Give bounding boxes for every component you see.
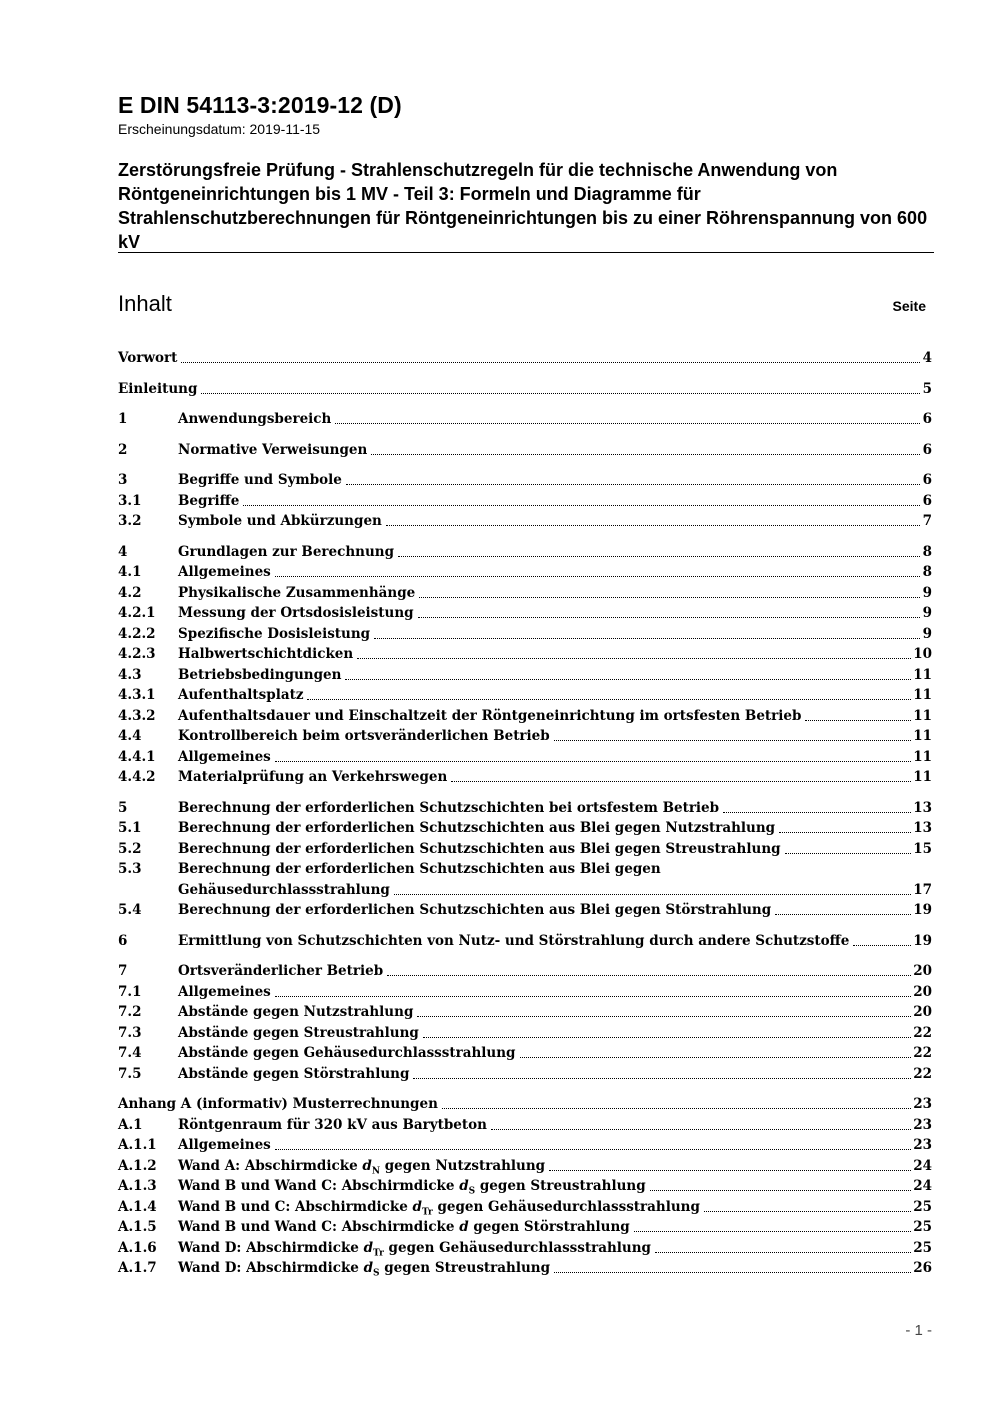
toc-entry-number: A.1.7 bbox=[118, 1260, 157, 1276]
toc-entry[interactable] bbox=[118, 1002, 932, 1023]
toc-entry-number: 4.2.2 bbox=[118, 625, 156, 642]
toc-entry-title[interactable]: Röntgenraum für 320 kV aus Barytbeton bbox=[178, 1115, 489, 1136]
toc-entry-number: 5.2 bbox=[118, 840, 142, 857]
toc-entry[interactable] bbox=[118, 931, 932, 952]
dot-leader bbox=[394, 884, 911, 895]
toc-entry[interactable] bbox=[118, 1135, 932, 1156]
toc-entry[interactable] bbox=[118, 1094, 932, 1115]
toc-entry-page: 25 bbox=[913, 1198, 932, 1215]
toc-entry-title[interactable]: Berechnung der erforderlichen Schutzschichten bei ortsfestem Betrieb bbox=[178, 798, 721, 819]
dot-leader bbox=[386, 515, 920, 526]
toc-entry-title-end: gegen Nutzstrahlung bbox=[380, 1157, 546, 1174]
dot-leader bbox=[650, 1180, 912, 1191]
toc-entry-title[interactable]: Begriffe bbox=[178, 491, 241, 512]
dot-leader bbox=[275, 1139, 911, 1150]
toc-entry-title[interactable]: Aufenthaltsplatz bbox=[178, 685, 305, 706]
toc-entry-number: 1 bbox=[118, 411, 128, 427]
toc-entry-title[interactable]: Begriffe und Symbole bbox=[178, 470, 344, 491]
toc-entry-page: 5 bbox=[922, 380, 932, 397]
toc-entry-page: 25 bbox=[913, 1219, 932, 1235]
symbol: d bbox=[363, 1239, 374, 1256]
toc-entry-title[interactable]: Allgemeines bbox=[178, 562, 273, 583]
dot-leader bbox=[704, 1201, 911, 1212]
toc-entry-page: 22 bbox=[913, 1065, 932, 1082]
dot-leader bbox=[655, 1242, 911, 1253]
toc-entry-page: 23 bbox=[913, 1137, 932, 1153]
toc-entry-title-start: Wand B und C: Abschirmdicke bbox=[178, 1198, 413, 1215]
dot-leader bbox=[554, 730, 911, 741]
dot-leader bbox=[243, 495, 920, 506]
toc-entry-page: 24 bbox=[913, 1178, 932, 1194]
dot-leader bbox=[387, 965, 911, 976]
toc-entry-title[interactable]: Halbwertschichtdicken bbox=[178, 644, 355, 665]
toc-entry-number: 4.4 bbox=[118, 728, 142, 744]
toc-entry[interactable] bbox=[118, 685, 932, 706]
dot-leader bbox=[345, 669, 911, 680]
toc-entry-number: 5.4 bbox=[118, 902, 142, 918]
dot-leader bbox=[418, 607, 920, 618]
toc-entry-title[interactable]: Ermittlung von Schutzschichten von Nutz- und Störstrahlung durch andere Schutzstoffe bbox=[178, 931, 851, 952]
toc-entry-number: 7 bbox=[118, 963, 128, 979]
document-id: E DIN 54113-3:2019-12 (D) bbox=[118, 92, 402, 118]
toc-entry-page: 4 bbox=[922, 350, 932, 366]
toc-entry[interactable] bbox=[118, 409, 932, 430]
toc-entry-title-end: gegen Störstrahlung bbox=[468, 1219, 630, 1235]
symbol: d bbox=[363, 1260, 374, 1276]
dot-leader bbox=[520, 1047, 912, 1058]
toc-entry-page: 11 bbox=[913, 707, 932, 724]
table-of-contents bbox=[118, 348, 932, 1279]
toc-entry-number: 7.1 bbox=[118, 983, 142, 1000]
symbol: d bbox=[459, 1219, 469, 1235]
toc-entry-number: 7.5 bbox=[118, 1065, 142, 1082]
toc-entry-title[interactable]: Spezifische Dosisleistung bbox=[178, 624, 372, 645]
toc-entry-title[interactable]: Abstände gegen Nutzstrahlung bbox=[178, 1002, 415, 1023]
document-title: Zerstörungsfreie Prüfung - Strahlenschutzregeln für die technische Anwendung von Röntgeneinrichtungen bis 1 MV - Teil 3: Formeln und Diagramme für Strahlenschutzberechnungen für Röntgeneinrichtungen bis zu einer Röhrenspannung von 600 kV bbox=[118, 160, 928, 252]
dot-leader bbox=[853, 935, 911, 946]
toc-entry-number: 5 bbox=[118, 799, 128, 816]
toc-entry[interactable] bbox=[118, 839, 932, 860]
toc-entry-page: 20 bbox=[913, 1004, 932, 1020]
symbol: d bbox=[459, 1178, 469, 1194]
toc-entry-title-start: Wand B und Wand C: Abschirmdicke bbox=[178, 1178, 460, 1194]
toc-entry[interactable] bbox=[118, 982, 932, 1003]
toc-entry[interactable] bbox=[118, 859, 932, 880]
toc-entry[interactable] bbox=[118, 562, 932, 583]
toc-entry-page: 9 bbox=[922, 605, 932, 621]
toc-entry[interactable] bbox=[118, 379, 932, 400]
dot-leader bbox=[374, 628, 920, 639]
toc-entry[interactable] bbox=[118, 961, 932, 982]
toc-entry-title-end: gegen Streustrahlung bbox=[475, 1178, 646, 1194]
toc-entry-number: 3.1 bbox=[118, 492, 142, 509]
toc-entry-title[interactable]: Vorwort bbox=[118, 348, 179, 369]
toc-entry[interactable] bbox=[118, 1115, 932, 1136]
dot-leader bbox=[398, 546, 920, 557]
toc-entry-number: 2 bbox=[118, 441, 128, 458]
toc-entry-title[interactable]: Abstände gegen Streustrahlung bbox=[178, 1023, 421, 1044]
dot-leader bbox=[357, 648, 911, 659]
toc-entry[interactable] bbox=[118, 726, 932, 747]
toc-entry-number: A.1.6 bbox=[118, 1239, 157, 1256]
dot-leader bbox=[549, 1160, 911, 1171]
toc-entry-title[interactable] bbox=[178, 1258, 552, 1284]
toc-entry-number: 4.2 bbox=[118, 584, 142, 601]
toc-entry[interactable] bbox=[118, 440, 932, 461]
dot-leader bbox=[423, 1027, 911, 1038]
toc-entry-page: 11 bbox=[913, 728, 932, 744]
toc-entry-number: 5.1 bbox=[118, 820, 142, 836]
toc-entry[interactable] bbox=[118, 1043, 932, 1064]
toc-entry-title[interactable]: Materialprüfung an Verkehrswegen bbox=[178, 767, 449, 788]
dot-leader bbox=[451, 771, 911, 782]
toc-entry-title[interactable]: Gehäusedurchlassstrahlung bbox=[178, 880, 392, 901]
toc-entry-number: A.1.2 bbox=[118, 1157, 157, 1174]
toc-entry-page: 9 bbox=[922, 584, 932, 601]
toc-entry-page: 26 bbox=[913, 1260, 932, 1276]
dot-leader bbox=[201, 383, 920, 394]
dot-leader bbox=[275, 751, 911, 762]
toc-entry-number: 4.3 bbox=[118, 666, 142, 683]
toc-entry-number: 4.1 bbox=[118, 564, 142, 580]
toc-entry-page: 6 bbox=[922, 472, 932, 488]
toc-entry-page: 11 bbox=[913, 769, 932, 785]
toc-entry-page: 6 bbox=[922, 441, 932, 458]
toc-entry-page: 9 bbox=[922, 625, 932, 642]
toc-entry-number: 4.3.1 bbox=[118, 687, 156, 703]
dot-leader bbox=[775, 904, 911, 915]
toc-entry-number: A.1.1 bbox=[118, 1137, 157, 1153]
toc-entry-title[interactable]: Kontrollbereich beim ortsveränderlichen Betrieb bbox=[178, 726, 552, 747]
toc-entry-title[interactable]: Anwendungsbereich bbox=[178, 409, 333, 430]
toc-entry[interactable] bbox=[118, 706, 932, 727]
toc-entry-page: 10 bbox=[913, 646, 932, 662]
toc-entry-number: 4.2.3 bbox=[118, 646, 156, 662]
toc-entry[interactable] bbox=[118, 880, 932, 901]
toc-entry-number: 4.4.2 bbox=[118, 769, 156, 785]
toc-entry-title[interactable]: Berechnung der erforderlichen Schutzschichten aus Blei gegen bbox=[178, 859, 663, 880]
toc-entry[interactable] bbox=[118, 1197, 932, 1218]
toc-entry[interactable] bbox=[118, 1023, 932, 1044]
toc-entry[interactable] bbox=[118, 624, 932, 645]
toc-entry-page: 11 bbox=[913, 748, 932, 765]
toc-entry[interactable] bbox=[118, 491, 932, 512]
dot-leader bbox=[417, 1006, 911, 1017]
toc-entry-title[interactable]: Allgemeines bbox=[178, 982, 273, 1003]
toc-entry-page: 19 bbox=[913, 932, 932, 949]
toc-entry-page: 8 bbox=[922, 543, 932, 560]
dot-leader bbox=[346, 474, 920, 485]
toc-entry[interactable] bbox=[118, 511, 932, 532]
toc-entry-title[interactable]: Abstände gegen Gehäusedurchlassstrahlung bbox=[178, 1043, 518, 1064]
dot-leader bbox=[785, 843, 912, 854]
toc-entry-page: 24 bbox=[913, 1157, 932, 1174]
toc-entry[interactable] bbox=[118, 603, 932, 624]
toc-entry-title[interactable]: Betriebsbedingungen bbox=[178, 665, 343, 686]
toc-entry[interactable] bbox=[118, 542, 932, 563]
symbol: d bbox=[412, 1198, 422, 1215]
dot-leader bbox=[307, 689, 911, 700]
toc-entry-title-start: Wand B und Wand C: Abschirmdicke bbox=[178, 1219, 460, 1235]
symbol-subscript: S bbox=[468, 1186, 476, 1197]
toc-entry[interactable] bbox=[118, 900, 932, 921]
toc-entry-title-end: gegen Streustrahlung bbox=[379, 1260, 551, 1276]
toc-entry[interactable] bbox=[118, 798, 932, 819]
dot-leader bbox=[371, 444, 920, 455]
toc-entry-title[interactable]: Berechnung der erforderlichen Schutzschichten aus Blei gegen Störstrahlung bbox=[178, 900, 773, 921]
dot-leader bbox=[723, 802, 911, 813]
toc-entry-number: 4 bbox=[118, 543, 128, 560]
dot-leader bbox=[181, 352, 920, 363]
title-divider bbox=[118, 252, 934, 253]
toc-entry-number: 3 bbox=[118, 472, 128, 488]
dot-leader bbox=[779, 822, 911, 833]
toc-entry-number: 4.4.1 bbox=[118, 748, 156, 765]
toc-entry-title[interactable]: Aufenthaltsdauer und Einschaltzeit der Röntgeneinrichtung im ortsfesten Betrieb bbox=[178, 706, 803, 727]
dot-leader bbox=[805, 710, 911, 721]
toc-entry[interactable] bbox=[118, 1238, 932, 1259]
toc-entry-page: 23 bbox=[913, 1096, 932, 1112]
toc-entry-page: 17 bbox=[913, 881, 932, 898]
toc-entry-page: 23 bbox=[913, 1116, 932, 1133]
dot-leader bbox=[275, 986, 911, 997]
toc-entry-title[interactable]: Allgemeines bbox=[178, 1135, 273, 1156]
toc-entry-page: 19 bbox=[913, 902, 932, 918]
dot-leader bbox=[634, 1221, 911, 1232]
toc-entry-page: 8 bbox=[922, 564, 932, 580]
toc-entry-title[interactable]: Berechnung der erforderlichen Schutzschichten aus Blei gegen Streustrahlung bbox=[178, 839, 783, 860]
dot-leader bbox=[335, 413, 920, 424]
dot-leader bbox=[491, 1119, 911, 1130]
dot-leader bbox=[554, 1262, 911, 1273]
toc-entry-page: 6 bbox=[922, 411, 932, 427]
toc-entry[interactable] bbox=[118, 348, 932, 369]
symbol: d bbox=[362, 1157, 372, 1174]
toc-entry[interactable] bbox=[118, 767, 932, 788]
toc-entry-title-start: Wand D: Abschirmdicke bbox=[178, 1239, 364, 1256]
toc-entry[interactable] bbox=[118, 583, 932, 604]
toc-entry-title[interactable]: Anhang A (informativ) Musterrechnungen bbox=[118, 1094, 440, 1115]
dot-leader bbox=[419, 587, 920, 598]
toc-entry[interactable] bbox=[118, 1064, 932, 1085]
toc-entry[interactable] bbox=[118, 1156, 932, 1177]
publication-date: Erscheinungsdatum: 2019-11-15 bbox=[118, 121, 321, 137]
toc-entry-number: 7.4 bbox=[118, 1045, 142, 1061]
toc-entry[interactable] bbox=[118, 1176, 932, 1197]
toc-entry-number: 7.2 bbox=[118, 1004, 142, 1020]
toc-entry-page: 11 bbox=[913, 666, 932, 683]
toc-entry-title[interactable]: Berechnung der erforderlichen Schutzschichten aus Blei gegen Nutzstrahlung bbox=[178, 818, 777, 839]
toc-entry-number: 4.3.2 bbox=[118, 707, 156, 724]
toc-entry[interactable] bbox=[118, 1217, 932, 1238]
toc-entry-page: 13 bbox=[913, 799, 932, 816]
toc-entry-title[interactable]: Einleitung bbox=[118, 379, 199, 400]
toc-entry[interactable] bbox=[118, 747, 932, 768]
toc-entry[interactable] bbox=[118, 644, 932, 665]
toc-entry-number: A.1.5 bbox=[118, 1219, 157, 1235]
dot-leader bbox=[442, 1098, 911, 1109]
symbol-subscript: N bbox=[371, 1166, 381, 1177]
page-number: - 1 - bbox=[905, 1322, 932, 1339]
toc-entry-title[interactable]: Ortsveränderlicher Betrieb bbox=[178, 961, 385, 982]
toc-entry-page: 20 bbox=[913, 983, 932, 1000]
toc-entry-title[interactable]: Allgemeines bbox=[178, 747, 273, 768]
symbol-subscript: Tr bbox=[373, 1248, 384, 1259]
toc-entry-title-start: Wand D: Abschirmdicke bbox=[178, 1260, 364, 1276]
toc-entry-number: 6 bbox=[118, 932, 128, 949]
toc-entry-number: 4.2.1 bbox=[118, 605, 156, 621]
toc-entry-title[interactable]: Symbole und Abkürzungen bbox=[178, 511, 384, 532]
toc-entry-title[interactable]: Abstände gegen Störstrahlung bbox=[178, 1064, 411, 1085]
toc-entry-number: A.1 bbox=[118, 1116, 143, 1133]
dot-leader bbox=[413, 1068, 911, 1079]
toc-entry-title[interactable]: Normative Verweisungen bbox=[178, 440, 369, 461]
toc-entry[interactable] bbox=[118, 1258, 932, 1279]
toc-entry-page: 11 bbox=[913, 687, 932, 703]
toc-entry-title-start: Wand A: Abschirmdicke bbox=[178, 1157, 363, 1174]
toc-entry-title-end: gegen Gehäusedurchlassstrahlung bbox=[432, 1198, 700, 1215]
toc-entry-page: 22 bbox=[913, 1024, 932, 1041]
toc-entry-number: A.1.4 bbox=[118, 1198, 157, 1215]
toc-entry-title[interactable]: Physikalische Zusammenhänge bbox=[178, 583, 417, 604]
toc-entry-number: A.1.3 bbox=[118, 1178, 157, 1194]
toc-entry-number: 3.2 bbox=[118, 513, 142, 529]
toc-entry-page: 7 bbox=[922, 513, 932, 529]
toc-entry-page: 13 bbox=[913, 820, 932, 836]
symbol-subscript: Tr bbox=[421, 1207, 433, 1218]
toc-entry-number: 7.3 bbox=[118, 1024, 142, 1041]
page-column-label: Seite bbox=[892, 298, 926, 314]
toc-entry-title[interactable]: Messung der Ortsdosisleistung bbox=[178, 603, 416, 624]
toc-entry[interactable] bbox=[118, 818, 932, 839]
dot-leader bbox=[275, 566, 920, 577]
toc-heading: Inhalt bbox=[118, 291, 172, 316]
toc-entry-title-end: gegen Gehäusedurchlassstrahlung bbox=[383, 1239, 651, 1256]
toc-entry-title[interactable]: Grundlagen zur Berechnung bbox=[178, 542, 396, 563]
toc-entry-page: 15 bbox=[913, 840, 932, 857]
toc-entry-number: 5.3 bbox=[118, 861, 142, 877]
toc-entry[interactable] bbox=[118, 470, 932, 491]
toc-entry[interactable] bbox=[118, 665, 932, 686]
symbol-subscript: S bbox=[373, 1268, 380, 1279]
toc-entry-page: 25 bbox=[913, 1239, 932, 1256]
toc-entry-page: 22 bbox=[913, 1045, 932, 1061]
toc-entry-page: 20 bbox=[913, 963, 932, 979]
toc-entry-page: 6 bbox=[922, 492, 932, 509]
